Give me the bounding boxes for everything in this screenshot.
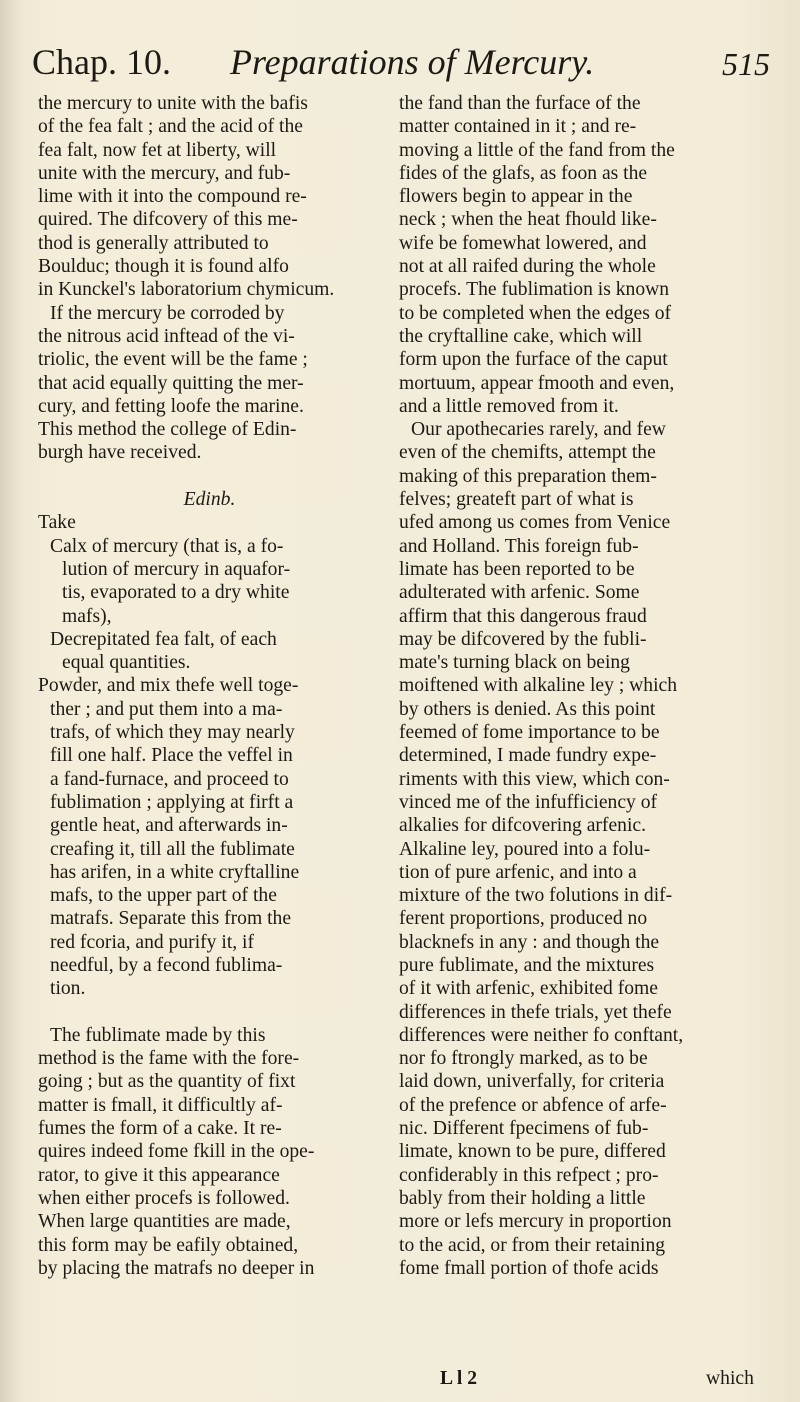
right-text-column xyxy=(399,92,764,1280)
text-line: ther ; and put them into a ma- xyxy=(50,698,283,720)
text-line: needful, by a fecond fublima- xyxy=(50,954,283,976)
text-line: Decrepitated fea falt, of each xyxy=(50,628,277,650)
text-line: the nitrous acid inftead of the vi- xyxy=(38,325,295,347)
text-line: burgh have received. xyxy=(38,442,202,464)
text-line: equal quantities. xyxy=(62,652,191,674)
text-line: red fcoria, and purify it, if xyxy=(50,931,255,953)
left-text-column xyxy=(38,92,381,1280)
text-line: Calx of mercury (that is, a fo- xyxy=(50,535,284,557)
text-line: in Kunckel's laboratorium chymicum. xyxy=(38,279,335,301)
text-line: matter is fmall, it difficultly af- xyxy=(38,1094,283,1116)
text-line: rator, to give it this appearance xyxy=(38,1164,280,1186)
text-line: vinced me of the infufficiency of xyxy=(399,791,658,813)
running-title: Preparations of Mercury. xyxy=(230,42,595,82)
text-line: mafs, to the upper part of the xyxy=(50,885,277,907)
text-line: fome fmall portion of thofe acids xyxy=(399,1257,659,1279)
text-line: by placing the matrafs no deeper in xyxy=(38,1257,315,1279)
text-line: This method the college of Edin- xyxy=(38,419,297,441)
text-line: determined, I made fundry expe- xyxy=(399,745,657,767)
text-line: the mercury to unite with the bafis xyxy=(38,93,308,114)
text-line: fea falt, now fet at liberty, will xyxy=(38,139,277,161)
text-line: bably from their holding a little xyxy=(399,1187,646,1209)
text-line: cury, and fetting loofe the marine. xyxy=(38,395,304,417)
text-line: form upon the furface of the caput xyxy=(399,349,668,371)
text-line: lime with it into the compound re- xyxy=(38,186,307,208)
text-line: to be completed when the edges of xyxy=(399,302,672,324)
signature-mark: L l 2 xyxy=(440,1368,478,1389)
text-line: tion of pure arfenic, and into a xyxy=(399,861,637,883)
text-line: mortuum, appear fmooth and even, xyxy=(399,372,675,394)
text-line: this form may be eafily obtained, xyxy=(38,1234,299,1256)
text-line: tion. xyxy=(50,978,86,1000)
text-line: affirm that this dangerous fraud xyxy=(399,605,647,627)
text-line: mate's turning black on being xyxy=(399,652,630,674)
text-line: even of the chemifts, attempt the xyxy=(399,442,656,464)
text-line: has arifen, in a white cryftalline xyxy=(50,861,300,883)
text-line: mafs), xyxy=(62,605,112,627)
text-line: making of this preparation them- xyxy=(399,465,657,487)
text-line: of it with arfenic, exhibited fome xyxy=(399,978,658,1000)
chapter-label: Chap. 10. xyxy=(32,42,171,82)
text-line: differences were neither fo conftant, xyxy=(399,1024,684,1046)
running-header xyxy=(32,40,772,90)
text-line: not at all raifed during the whole xyxy=(399,256,656,278)
text-line: triolic, the event will be the fame ; xyxy=(38,349,308,371)
text-line: Our apothecaries rarely, and few xyxy=(411,419,666,441)
text-line: flowers begin to appear in the xyxy=(399,186,633,208)
text-line: laid down, univerfally, for criteria xyxy=(399,1071,665,1093)
text-line: fill one half. Place the veffel in xyxy=(50,745,293,767)
text-line: Alkaline ley, poured into a folu- xyxy=(399,838,651,860)
text-line: fublimation ; applying at firft a xyxy=(50,791,294,813)
text-line: confiderably in this refpect ; pro- xyxy=(399,1164,659,1186)
text-line: Boulduc; though it is found alfo xyxy=(38,256,289,278)
text-line: alkalies for difcovering arfenic. xyxy=(399,815,646,837)
text-line: mixture of the two folutions in dif- xyxy=(399,885,673,907)
text-line: lution of mercury in aquafor- xyxy=(62,558,291,580)
text-line: going ; but as the quantity of fixt xyxy=(38,1071,296,1093)
text-line: quired. The difcovery of this me- xyxy=(38,209,298,231)
text-line: limate, known to be pure, differed xyxy=(399,1141,666,1163)
catchword: which xyxy=(706,1368,754,1389)
text-line: the fand than the furface of the xyxy=(399,93,641,114)
text-line: matter contained in it ; and re- xyxy=(399,116,637,138)
text-line: ferent proportions, produced no xyxy=(399,908,648,930)
text-line: a fand-furnace, and proceed to xyxy=(50,768,289,790)
text-line: quires indeed fome fkill in the ope- xyxy=(38,1141,315,1163)
text-line: thod is generally attributed to xyxy=(38,232,269,254)
text-line: to the acid, or from their retaining xyxy=(399,1234,666,1256)
text-line: by others is denied. As this point xyxy=(399,698,656,720)
text-line: that acid equally quitting the mer- xyxy=(38,372,304,394)
text-line: limate has been reported to be xyxy=(399,558,635,580)
text-line: of the prefence or abfence of arfe- xyxy=(399,1094,667,1116)
text-line: riments with this view, which con- xyxy=(399,768,670,790)
text-line: nic. Different fpecimens of fub- xyxy=(399,1118,649,1140)
text-line: feemed of fome importance to be xyxy=(399,722,660,744)
text-line: unite with the mercury, and fub- xyxy=(38,162,291,184)
text-line: wife be fomewhat lowered, and xyxy=(399,232,647,254)
text-line: nor fo ftrongly marked, as to be xyxy=(399,1048,648,1070)
text-line: felves; greateft part of what is xyxy=(399,489,634,511)
text-line: When large quantities are made, xyxy=(38,1211,291,1233)
text-line: may be difcovered by the fubli- xyxy=(399,628,647,650)
text-line: procefs. The fublimation is known xyxy=(399,279,670,301)
text-line: If the mercury be corroded by xyxy=(50,302,285,324)
blank-line xyxy=(38,465,381,488)
text-line: matrafs. Separate this from the xyxy=(50,908,292,930)
text-line: blacknefs in any : and though the xyxy=(399,931,660,953)
text-line: tis, evaporated to a dry white xyxy=(62,582,290,604)
text-line: method is the fame with the fore- xyxy=(38,1048,300,1070)
text-line: pure fublimate, and the mixtures xyxy=(399,954,655,976)
blank-line xyxy=(38,1001,381,1024)
text-line: moving a little of the fand from the xyxy=(399,139,675,161)
text-line: Take xyxy=(38,512,76,534)
text-line: Powder, and mix thefe well toge- xyxy=(38,675,299,697)
text-line: neck ; when the heat fhould like- xyxy=(399,209,657,231)
text-line: fumes the form of a cake. It re- xyxy=(38,1118,282,1140)
text-line: Edinb. xyxy=(183,489,236,511)
text-line: and a little removed from it. xyxy=(399,395,619,417)
text-line: gentle heat, and afterwards in- xyxy=(50,815,288,837)
text-line: more or lefs mercury in proportion xyxy=(399,1211,672,1233)
text-line: moiftened with alkaline ley ; which xyxy=(399,675,678,697)
text-line: trafs, of which they may nearly xyxy=(50,722,295,744)
text-line: and Holland. This foreign fub- xyxy=(399,535,639,557)
text-line: of the fea falt ; and the acid of the xyxy=(38,116,303,138)
page-number: 515 xyxy=(722,46,770,82)
text-line: differences in thefe trials, yet thefe xyxy=(399,1001,672,1023)
text-line: creafing it, till all the fublimate xyxy=(50,838,295,860)
text-line: when either procefs is followed. xyxy=(38,1187,290,1209)
text-line: The fublimate made by this xyxy=(50,1024,266,1046)
text-line: adulterated with arfenic. Some xyxy=(399,582,640,604)
text-line: fides of the glafs, as foon as the xyxy=(399,162,648,184)
text-line: ufed among us comes from Venice xyxy=(399,512,671,534)
text-line: the cryftalline cake, which will xyxy=(399,325,643,347)
